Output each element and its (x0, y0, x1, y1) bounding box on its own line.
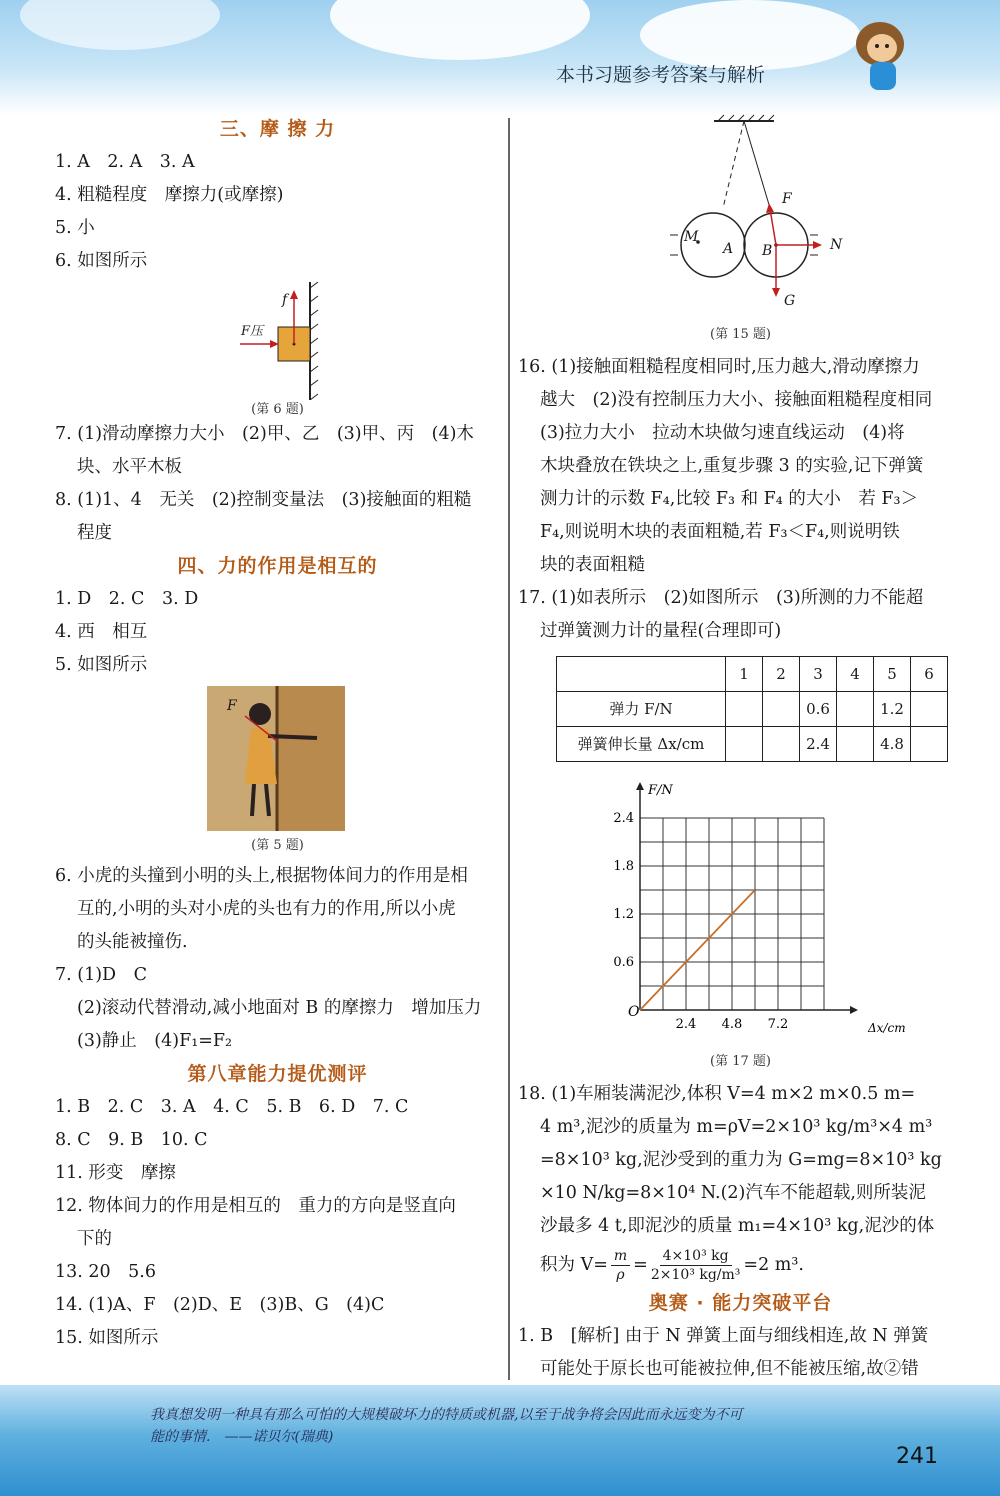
answer-line: 8. (1)1、4 无关 (2)控制变量法 (3)接触面的粗糙 (55, 490, 472, 510)
figure-15 (518, 113, 963, 351)
answer-line: 6. 如图所示 (55, 251, 148, 271)
answer-line: 18. (1)车厢装满泥沙,体积 V=4 m×2 m×0.5 m= (518, 1084, 916, 1104)
answer-line: 1. A 2. A 3. A (55, 152, 195, 172)
fraction-denominator: 2×10³ kg/m³ (650, 1266, 741, 1283)
table-17-wrapper (518, 648, 963, 778)
answer-line: 块的表面粗糙 (540, 555, 645, 575)
table-cell (763, 692, 800, 727)
fraction-m-over-rho (611, 1247, 630, 1284)
figure-6 (55, 278, 500, 418)
footer-quote (150, 1404, 870, 1448)
answer-line: 4 m³,泥沙的质量为 m=ρV=2×10³ kg/m³×4 m³ (540, 1117, 933, 1137)
table-cell (557, 657, 726, 692)
table-cell: 2.4 (800, 727, 837, 762)
answer-line: F₄,则说明木块的表面粗糙,若 F₃＜F₄,则说明铁 (540, 522, 900, 542)
left-column (55, 113, 500, 1355)
answer-line: 4. 西 相互 (55, 622, 148, 642)
footer-quote-line: 能的事情. ——诺贝尔(瑞典) (150, 1429, 334, 1445)
answer-line: 5. 如图所示 (55, 655, 148, 675)
answer-line: 互的,小明的头对小虎的头也有力的作用,所以小虎 (77, 899, 456, 919)
answer-line: 7. (1)滑动摩擦力大小 (2)甲、乙 (3)甲、丙 (4)木 (55, 424, 474, 444)
mascot-icon (848, 12, 918, 102)
answer-line: 16. (1)接触面粗糙程度相同时,压力越大,滑动摩擦力 (518, 357, 920, 377)
table-cell (726, 727, 763, 762)
answer-line: 7. (1)D C (55, 965, 147, 985)
figure-15-label-B: B (762, 243, 773, 259)
answer-line: 可能处于原长也可能被拉伸,但不能被压缩,故②错 (540, 1359, 919, 1379)
answer-line: 4. 粗糙程度 摩擦力(或摩擦) (55, 185, 284, 205)
y-tick-label: 2.4 (613, 811, 634, 826)
table-cell (763, 727, 800, 762)
figure-5-label-F: F (227, 698, 237, 714)
table-cell: 1.2 (874, 692, 911, 727)
footer-quote-line: 我真想发明一种具有那么可怕的大规模破坏力的特质或机器,以至于战争将会因此而永远变为不可 (150, 1407, 743, 1423)
figure-5-caption: (第 5 题) (251, 838, 304, 853)
formula-prefix: 积为 V= (540, 1254, 608, 1275)
fraction-values (651, 1247, 741, 1284)
origin-label: O (628, 1004, 640, 1020)
y-tick-label: 1.8 (613, 859, 634, 874)
section-heading-olympiad: 奥赛 · 能力突破平台 (648, 1292, 833, 1314)
table-row (557, 692, 948, 727)
table-row (557, 727, 948, 762)
answer-line: ×10 N/kg=8×10⁴ N.(2)汽车不能超载,则所装泥 (540, 1183, 926, 1203)
formula-result: =2 m³. (743, 1254, 804, 1275)
table-cell: 6 (911, 657, 948, 692)
answer-line: 15. 如图所示 (55, 1328, 159, 1348)
figure-17 (518, 778, 963, 1078)
right-column (518, 113, 963, 1452)
fraction-numerator: m (611, 1247, 630, 1266)
table-header-row (557, 657, 948, 692)
answer-line: 1. D 2. C 3. D (55, 589, 199, 609)
figure-6-label-F: F压 (241, 324, 264, 339)
answer-line: 越大 (2)没有控制压力大小、接触面粗糙程度相同 (540, 390, 933, 410)
answer-line: 的头能被撞伤. (77, 932, 188, 952)
y-axis-arrow (636, 782, 644, 790)
x-axis-arrow (850, 1006, 858, 1014)
answer-line: 13. 20 5.6 (55, 1262, 156, 1282)
fraction-denominator: ρ (616, 1266, 625, 1283)
table-cell: 弹力 F/N (557, 692, 726, 727)
table-cell: 弹簧伸长量 Δx/cm (557, 727, 726, 762)
table-cell (837, 692, 874, 727)
answer-line: 14. (1)A、F (2)D、E (3)B、G (4)C (55, 1295, 385, 1315)
answer-line: =8×10³ kg,泥沙受到的重力为 G=mg=8×10³ kg (540, 1150, 942, 1170)
table-cell: 0.6 (800, 692, 837, 727)
figure-15-label-G: G (784, 293, 796, 309)
table-cell: 4 (837, 657, 874, 692)
answer-line: 下的 (77, 1229, 112, 1249)
answer-line: 1. B [解析] 由于 N 弹簧上面与细线相连,故 N 弹簧 (518, 1326, 929, 1346)
figure-15-caption: (第 15 题) (710, 327, 771, 342)
figure-17-caption: (第 17 题) (710, 1054, 771, 1069)
x-axis-label: Δx/cm (868, 1021, 906, 1035)
table-cell: 1 (726, 657, 763, 692)
y-axis-label: F/N (648, 783, 673, 798)
table-cell (911, 727, 948, 762)
section-heading-chapter-test: 第八章能力提优测评 (187, 1063, 368, 1085)
figure-15-label-M: M (684, 229, 699, 245)
figure-6-diagram (55, 282, 500, 400)
answer-line: (2)滚动代替滑动,减小地面对 B 的摩擦力 增加压力 (77, 998, 482, 1018)
answer-line-formula (518, 1243, 963, 1287)
answer-line: 块、水平木板 (77, 457, 182, 477)
figure-6-label-f: f (282, 292, 288, 308)
answer-line: 6. 小虎的头撞到小明的头上,根据物体间力的作用是相 (55, 866, 468, 886)
answer-line: 12. 物体间力的作用是相互的 重力的方向是竖直向 (55, 1196, 456, 1216)
y-tick-label: 0.6 (613, 955, 634, 970)
answer-line: 沙最多 4 t,即泥沙的质量 m₁=4×10³ kg,泥沙的体 (540, 1216, 935, 1236)
answer-line: 过弹簧测力计的量程(合理即可) (540, 621, 782, 641)
table-cell: 5 (874, 657, 911, 692)
section-heading-friction: 三、摩 擦 力 (219, 118, 336, 140)
answer-line: 程度 (77, 523, 112, 543)
table-cell (726, 692, 763, 727)
answer-line: 17. (1)如表所示 (2)如图所示 (3)所测的力不能超 (518, 588, 924, 608)
data-table (556, 656, 948, 762)
cloud-decoration (330, 0, 590, 60)
equals-sign: = (633, 1254, 648, 1275)
figure-5-photo (55, 686, 500, 841)
table-cell: 4.8 (874, 727, 911, 762)
series-line (640, 890, 755, 1010)
fraction-numerator: 4×10³ kg (660, 1247, 732, 1266)
figure-6-caption: (第 6 题) (251, 402, 304, 417)
answer-line: 木块叠放在铁块之上,重复步骤 3 的实验,记下弹簧 (540, 456, 924, 476)
x-tick-label: 4.8 (721, 1017, 743, 1032)
answer-line: 5. 小 (55, 218, 95, 238)
figure-17-chart (518, 778, 963, 1050)
cloud-decoration (20, 0, 220, 50)
page-number: 241 (896, 1444, 938, 1469)
figure-15-label-A: A (723, 241, 734, 257)
answer-line: (3)静止 (4)F₁=F₂ (77, 1031, 233, 1051)
figure-15-diagram (518, 113, 963, 323)
answer-line: 测力计的示数 F₄,比较 F₃ 和 F₄ 的大小 若 F₃＞ (540, 489, 919, 509)
answer-line: 11. 形变 摩擦 (55, 1163, 176, 1183)
section-heading-mutual-force: 四、力的作用是相互的 (177, 555, 378, 577)
answer-line: 8. C 9. B 10. C (55, 1130, 208, 1150)
figure-5 (55, 682, 500, 860)
answer-line: 1. B 2. C 3. A 4. C 5. B 6. D 7. C (55, 1097, 409, 1117)
header-title: 本书习题参考答案与解析 (555, 64, 765, 86)
table-cell (911, 692, 948, 727)
column-divider (508, 118, 510, 1380)
x-tick-label: 7.2 (767, 1017, 789, 1032)
answer-line: (3)拉力大小 拉动木块做匀速直线运动 (4)将 (540, 423, 905, 443)
figure-15-label-N: N (830, 237, 843, 253)
x-tick-label: 2.4 (675, 1017, 697, 1032)
table-cell: 2 (763, 657, 800, 692)
figure-15-label-F: F (782, 191, 792, 207)
y-tick-label: 1.2 (613, 907, 634, 922)
table-cell: 3 (800, 657, 837, 692)
table-cell (837, 727, 874, 762)
